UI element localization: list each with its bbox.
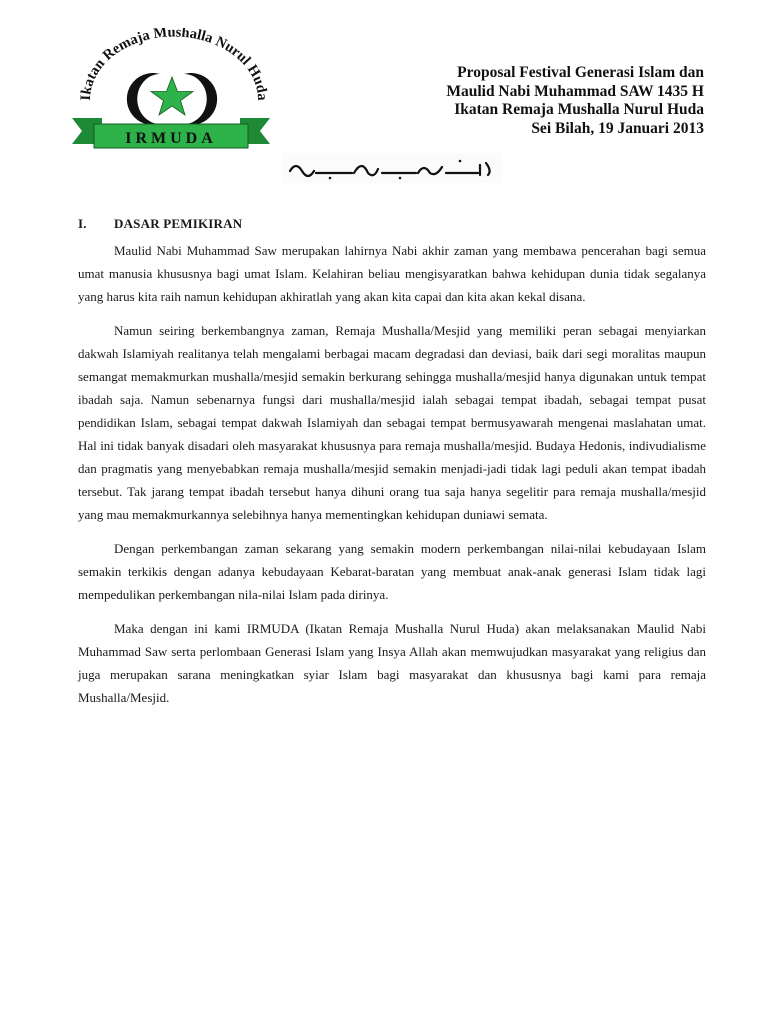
header-line-1: Proposal Festival Generasi Islam dan	[457, 64, 704, 81]
body-text	[78, 239, 706, 720]
header-line-4: Sei Bilah, 19 Januari 2013	[531, 119, 704, 137]
irmuda-logo	[68, 28, 274, 150]
paragraph-2: Namun seiring berkembangnya zaman, Remaja Mushalla/Mesjid yang memiliki peran sebagai menyiarkan dakwah Islamiyah realitanya telah mengalami berbagai macam degradasi dan deviasi, baik dari segi moralitas maupun semangat memakmurkan mushalla/mesjid semakin berkurang sehingga mushalla/mesjid hanya digunakan untuk tempat ibadah saja. Namun sebenarnya fungsi dari mushalla/mesjid ialah sebagai tempat ibadah, sebagai tempat pusat pendidikan Islam, sebagai tempat dakwah Islamiyah dan sebagai tempat bermusyawarah mengenai maslahatan umat. Hal ini tidak banyak disadari oleh masyarakat khususnya para remaja mushalla/mesjid. Budaya Hedonis, indivudialisme dan pragmatis yang menyebabkan remaja mushalla/mesjid semakin menjadi-jadi tidak lagi peduli akan tempat ibadah tersebut. Tak jarang tempat ibadah tersebut hanya dihuni orang tua saja hanya segelitir para remaja mushalla/mesjid yang mau memakmurkannya selebihnya hanya mementingkan kehidupan duniawi semata.	[78, 323, 706, 522]
logo-banner-text: IRMUDA	[125, 130, 217, 147]
section-heading	[78, 216, 242, 232]
paragraph-4: Maka dengan ini kami IRMUDA (Ikatan Remaja Mushalla Nurul Huda) akan melaksanakan Maulid Nabi Muhammad Saw serta perlombaan Generasi Islam yang Insya Allah akan memwujudkan masyarakat yang religius dan juga merupakan sarana meningkatkan syiar Islam bagi masyarakat dan khususnya bagi kami para remaja Mushalla/Mesjid.	[78, 621, 706, 705]
crescent-right-icon	[184, 73, 217, 125]
star-icon	[151, 77, 193, 115]
header-line-3: Ikatan Remaja Mushalla Nurul Huda	[454, 101, 704, 118]
paragraph-3: Dengan perkembangan zaman sekarang yang semakin modern perkembangan nilai-nilai kebudayaan Islam semakin terkikis dengan adanya kebudayaan Kebarat-baratan yang membuat anak-anak generasi Islam tidak lagi mempedulikan perkembangan nila-nilai Islam pada dirinya.	[78, 541, 706, 602]
document-header	[344, 64, 704, 138]
crescent-left-icon	[127, 73, 160, 125]
logo-arc-text: Ikatan Remaja Mushalla Nurul Huda	[77, 28, 271, 102]
header-line-2: Maulid Nabi Muhammad SAW 1435 H	[446, 82, 704, 100]
basmalah-calligraphy	[282, 153, 502, 183]
section-number: I.	[78, 216, 87, 231]
paragraph-1: Maulid Nabi Muhammad Saw merupakan lahirnya Nabi akhir zaman yang membawa pencerahan bagi semua umat manusia khususnya bagi umat Islam. Kelahiran beliau mengisyaratkan bahwa kehidupan dunia tidak segalanya yang harus kita raih namun kehidupan akhiratlah yang akan kita capai dan kita akan kekal disana.	[78, 243, 706, 304]
section-title: DASAR PEMIKIRAN	[114, 216, 243, 231]
